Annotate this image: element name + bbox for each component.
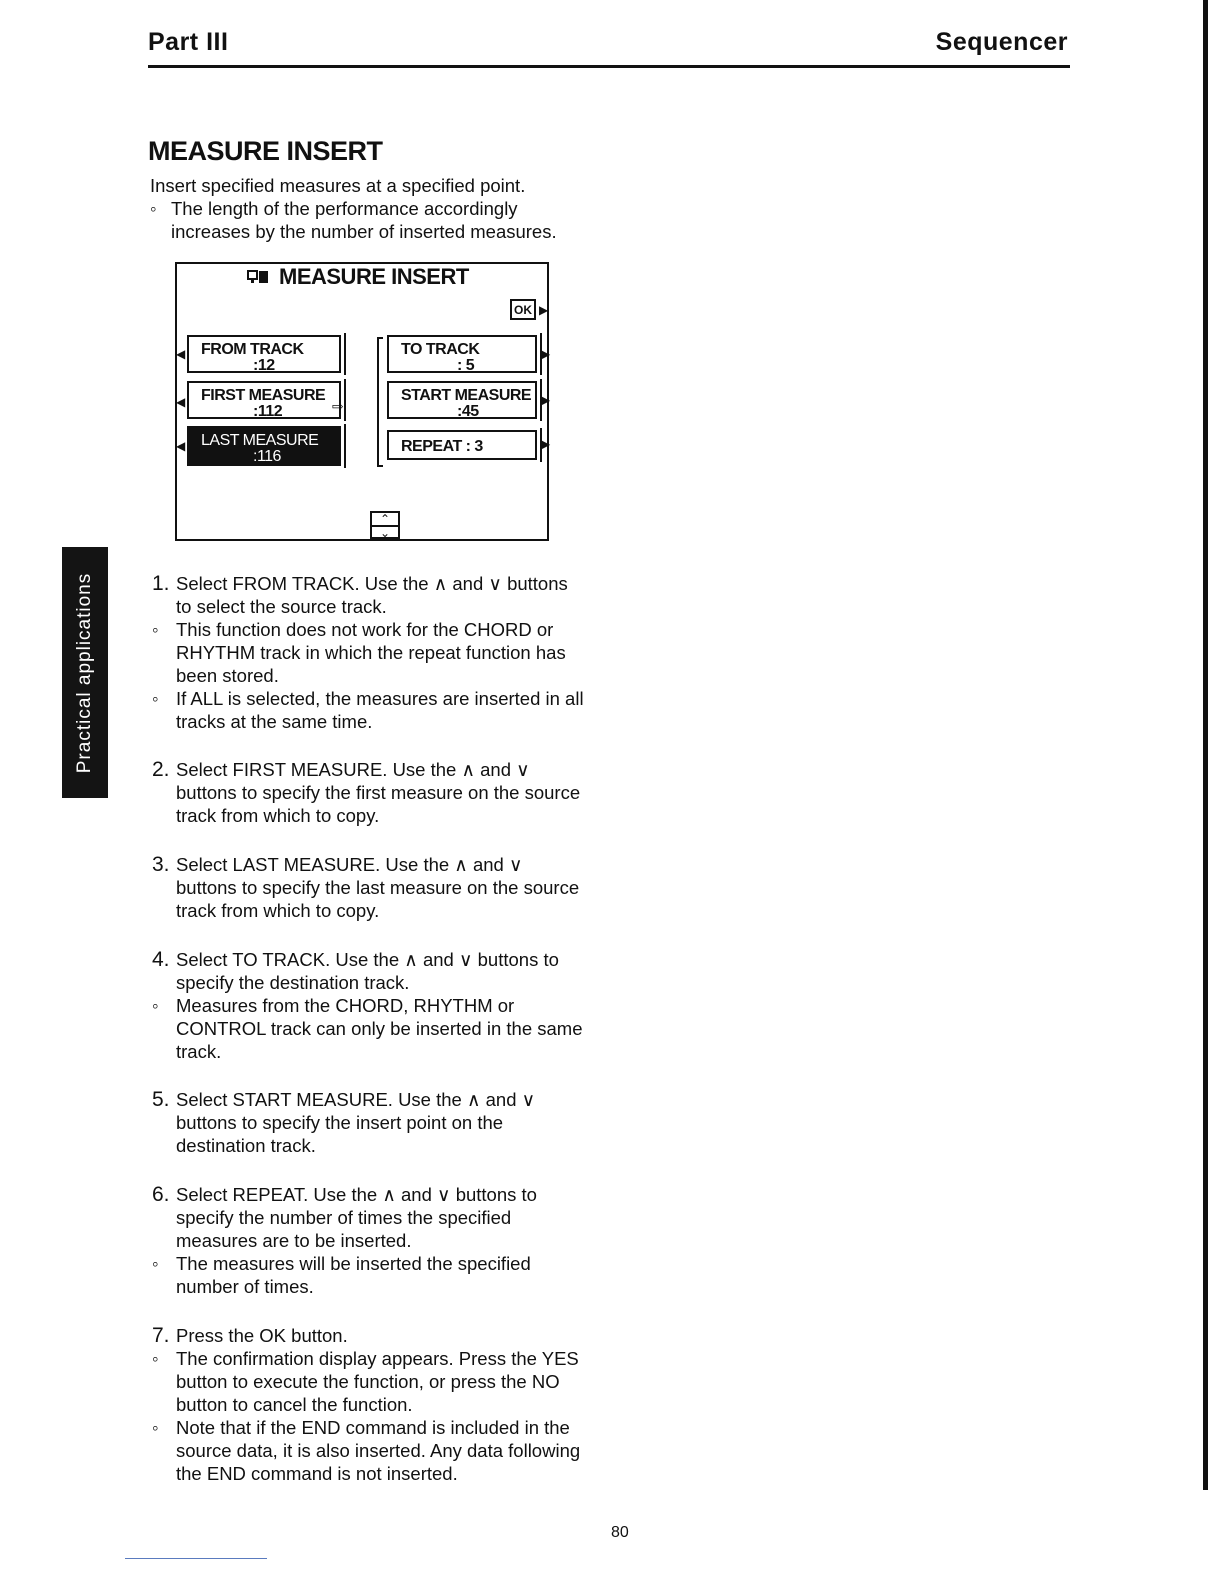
repeat-field[interactable] — [387, 430, 537, 460]
step-bullet: ◦ Note that if the END command is included in the source data, it is also inserted. Any data following the END command is not inserted. — [152, 1416, 584, 1485]
step-number: 5. — [152, 1088, 170, 1111]
bracket — [377, 337, 383, 467]
start-measure-value: :45 — [457, 403, 479, 420]
step-text: Select LAST MEASURE. Use the ∧ and ∨ buttons to specify the last measure on the source track from which to copy. — [176, 854, 580, 921]
lcd-title-text: MEASURE INSERT — [279, 264, 469, 289]
step-4 — [152, 948, 584, 1063]
to-track-value: : 5 — [457, 357, 475, 374]
left-arrow-icon: ◀ — [176, 439, 186, 453]
step-bullet: ◦ This function does not work for the CHORD or RHYTHM track in which the repeat function has been stored. — [152, 618, 584, 687]
insert-arrow-icon: ⇨ — [332, 398, 344, 414]
step-bullet: ◦ The confirmation display appears. Press the YES button to execute the function, or press the NO button to cancel the function. — [152, 1347, 584, 1416]
ok-arrow-icon: ▶ — [539, 303, 549, 317]
step-6 — [152, 1183, 584, 1298]
chevron-down-icon: ⌄ — [379, 526, 391, 540]
repeat-label: REPEAT : 3 — [401, 438, 483, 455]
start-measure-field[interactable] — [387, 381, 537, 419]
left-arrow-icon: ◀ — [176, 347, 186, 361]
step-bullet: ◦ Measures from the CHORD, RHYTHM or CONTROL track can only be inserted in the same track. — [152, 994, 584, 1063]
step-7 — [152, 1324, 584, 1485]
sequencer-icon — [247, 270, 271, 284]
step-bullet: ◦ If ALL is selected, the measures are inserted in all tracks at the same time. — [152, 687, 584, 733]
first-measure-field[interactable] — [187, 381, 341, 419]
step-text: Press the OK button. — [176, 1325, 348, 1346]
first-measure-value: :112 — [253, 403, 283, 420]
lcd-screen — [175, 262, 549, 541]
step-bullet: ◦ The measures will be inserted the specified number of times. — [152, 1252, 584, 1298]
first-measure-label: FIRST MEASURE — [201, 387, 326, 404]
step-number: 3. — [152, 853, 170, 876]
intro-bullet: ◦ The length of the performance accordingly increases by the number of inserted measures. — [150, 197, 590, 243]
from-track-label: FROM TRACK — [201, 341, 304, 358]
step-1 — [152, 572, 584, 733]
step-text: Select FROM TRACK. Use the ∧ and ∨ buttons to select the source track. — [176, 573, 568, 617]
footnote-rule — [125, 1558, 267, 1559]
intro — [150, 174, 590, 243]
right-arrow-icon: ▶ — [541, 393, 551, 407]
from-track-value: :12 — [253, 357, 275, 374]
ok-button[interactable]: OK — [510, 299, 536, 320]
last-measure-value: :116 — [253, 448, 281, 465]
step-number: 4. — [152, 948, 170, 971]
step-text: Select TO TRACK. Use the ∧ and ∨ buttons to specify the destination track. — [176, 949, 559, 993]
to-track-label: TO TRACK — [401, 341, 480, 358]
lcd-title — [247, 264, 469, 290]
to-track-field[interactable] — [387, 335, 537, 373]
step-2 — [152, 758, 584, 827]
side-tab-label: Practical applications — [74, 572, 95, 773]
side-tab — [62, 547, 108, 798]
step-number: 2. — [152, 758, 170, 781]
last-measure-field[interactable] — [187, 426, 341, 466]
page-edge-bar — [1203, 0, 1208, 1490]
step-number: 7. — [152, 1324, 170, 1347]
step-number: 1. — [152, 572, 170, 595]
step-text: Select REPEAT. Use the ∧ and ∨ buttons to specify the number of times the specified measures are to be inserted. — [176, 1184, 537, 1251]
right-arrow-icon: ▶ — [541, 437, 551, 451]
right-arrow-icon: ▶ — [541, 347, 551, 361]
from-track-field[interactable] — [187, 335, 341, 373]
page-title: MEASURE INSERT — [148, 136, 383, 166]
start-measure-label: START MEASURE — [401, 387, 532, 404]
scroll-button[interactable] — [370, 511, 400, 539]
step-number: 6. — [152, 1183, 170, 1206]
header-part: Part III — [148, 28, 229, 56]
header-section: Sequencer — [935, 28, 1068, 56]
step-5 — [152, 1088, 584, 1157]
last-measure-label: LAST MEASURE — [201, 432, 319, 449]
step-text: Select FIRST MEASURE. Use the ∧ and ∨ buttons to specify the first measure on the source track from which to copy. — [176, 759, 581, 826]
step-3 — [152, 853, 584, 922]
header-rule — [148, 65, 1070, 68]
chevron-up-icon: ⌃ — [372, 513, 398, 527]
page-number: 80 — [611, 1524, 629, 1541]
step-text: Select START MEASURE. Use the ∧ and ∨ buttons to specify the insert point on the destination track. — [176, 1089, 536, 1156]
intro-text: Insert specified measures at a specified point. — [150, 175, 526, 196]
left-arrow-icon: ◀ — [176, 395, 186, 409]
